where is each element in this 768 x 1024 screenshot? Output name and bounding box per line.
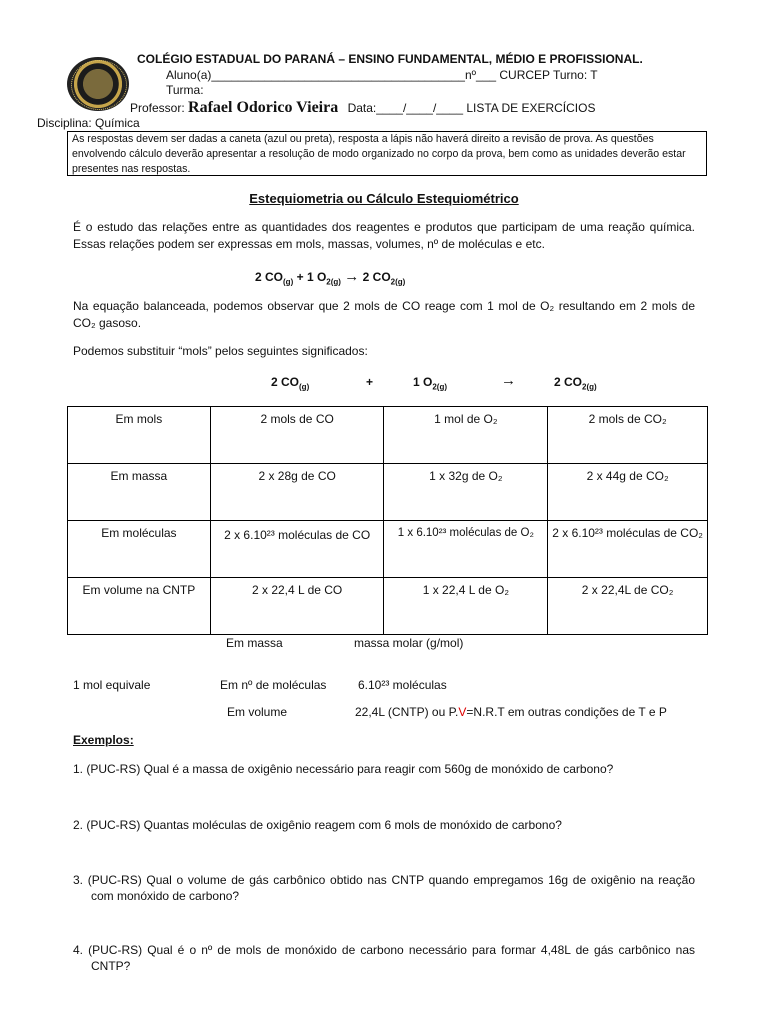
table-cell: 2 x 28g de CO xyxy=(210,464,384,521)
equiv-massa-value: massa molar (g/mol) xyxy=(354,636,464,650)
notice-box: As respostas devem ser dadas a caneta (azul ou preta), resposta a lápis não haverá direito a revisão de prova. As questões envolvendo cálculo deverão apresentar a resolução de modo organizado no corpo da prova, bem como as unidades deverão estar presentes nas respostas. xyxy=(67,131,707,176)
examples-heading: Exemplos: xyxy=(73,733,134,747)
table-cell: 2 x 6.10²³ moléculas de CO xyxy=(210,521,384,578)
page-title: Estequiometria ou Cálculo Estequiométrico xyxy=(249,191,519,206)
table-cell: 1 x 22,4 L de O₂ xyxy=(384,578,548,635)
professor-line xyxy=(130,99,595,117)
table-cell: 2 x 44g de CO₂ xyxy=(548,464,708,521)
equiv-massa-key: Em massa xyxy=(226,636,283,650)
equiv-label: 1 mol equivale xyxy=(73,678,151,692)
substitute-paragraph: Podemos substituir “mols” pelos seguintes significados: xyxy=(73,344,368,358)
table-cell: 1 mol de O₂ xyxy=(384,407,548,464)
table-cell: Em volume na CNTP xyxy=(68,578,211,635)
table-cell: 2 x 22,4L de CO₂ xyxy=(548,578,708,635)
equiv-molecules-key: Em nº de moléculas xyxy=(220,678,327,692)
question-4: 4. (PUC-RS) Qual é o nº de mols de monóxido de carbono necessário para formar 4,48L de gás carbônico nas CNTP? xyxy=(73,943,695,973)
equation-2-reactant-o2: 1 $O_{2(g)}$ xyxy=(413,375,448,392)
professor-name: Rafael Odorico Vieira xyxy=(188,99,339,116)
table-row xyxy=(68,464,708,521)
balanced-equation-paragraph: Na equação balanceada, podemos observar que 2 mols de CO reage com 1 mol de O₂ resultando em 2 mols de CO₂ gasoso. xyxy=(73,299,695,330)
table-cell: 1 x 6.10²³ moléculas de O₂ xyxy=(384,521,548,578)
table-cell: 2 x 6.10²³ moléculas de CO₂ xyxy=(548,521,708,578)
table-cell: 2 mols de CO xyxy=(210,407,384,464)
question-1: 1. (PUC-RS) Qual é a massa de oxigênio necessário para reagir com 560g de monóxido de carbono? xyxy=(73,762,614,776)
table-cell: 2 mols de CO₂ xyxy=(548,407,708,464)
disciplina-label: Disciplina: Química xyxy=(37,116,140,130)
table-cell: Em massa xyxy=(68,464,211,521)
question-3: 3. (PUC-RS) Qual o volume de gás carbônico obtido nas CNTP quando empregamos 16g de oxigênio na reação com monóxido de carbono? xyxy=(73,873,695,903)
stoichiometry-table xyxy=(67,406,708,635)
table-row xyxy=(68,407,708,464)
school-name: COLÉGIO ESTADUAL DO PARANÁ – ENSINO FUNDAMENTAL, MÉDIO E PROFISSIONAL. xyxy=(137,52,643,66)
equation-1: 2 $CO_{(g)} + 1$ $O_{2(g)} \to 2$ $CO_{2(g)}$ xyxy=(255,268,406,287)
intro-paragraph: É o estudo das relações entre as quantidades dos reagentes e produtos que participam de uma reação química. Essas relações podem ser expressas em mols, massas, volumes, nº de moléculas e etc. xyxy=(73,220,695,251)
table-cell: Em mols xyxy=(68,407,211,464)
table-row xyxy=(68,521,708,578)
aluno-line: Aluno(a)______________________________________nº___ CURCEP Turno: T xyxy=(166,68,598,82)
date-list-label: Data:____/____/____ LISTA DE EXERCÍCIOS xyxy=(347,101,596,115)
turma-label: Turma: xyxy=(166,83,204,97)
equation-2-reactant-co: 2 $CO_{(g)}$ xyxy=(271,375,310,392)
table-cell: 2 x 22,4 L de CO xyxy=(210,578,384,635)
arrow-icon: → xyxy=(501,372,516,389)
professor-label: Professor: xyxy=(130,101,185,115)
equiv-volume-value: 22,4L (CNTP) ou P.V=N.R.T em outras condições de T e P xyxy=(355,705,667,719)
school-seal-ring xyxy=(71,60,127,110)
equiv-molecules-value: 6.10²³ moléculas xyxy=(358,678,447,692)
equiv-volume-key: Em volume xyxy=(227,705,288,719)
question-2: 2. (PUC-RS) Quantas moléculas de oxigênio reagem com 6 mols de monóxido de carbono? xyxy=(73,818,562,832)
arrow-icon: → xyxy=(344,268,360,285)
equation-2-plus: + xyxy=(366,375,374,389)
table-cell: Em moléculas xyxy=(68,521,211,578)
table-cell: 1 x 32g de O₂ xyxy=(384,464,548,521)
table-row xyxy=(68,578,708,635)
equation-2-product-co2: 2 $CO_{2(g)}$ xyxy=(554,375,597,392)
